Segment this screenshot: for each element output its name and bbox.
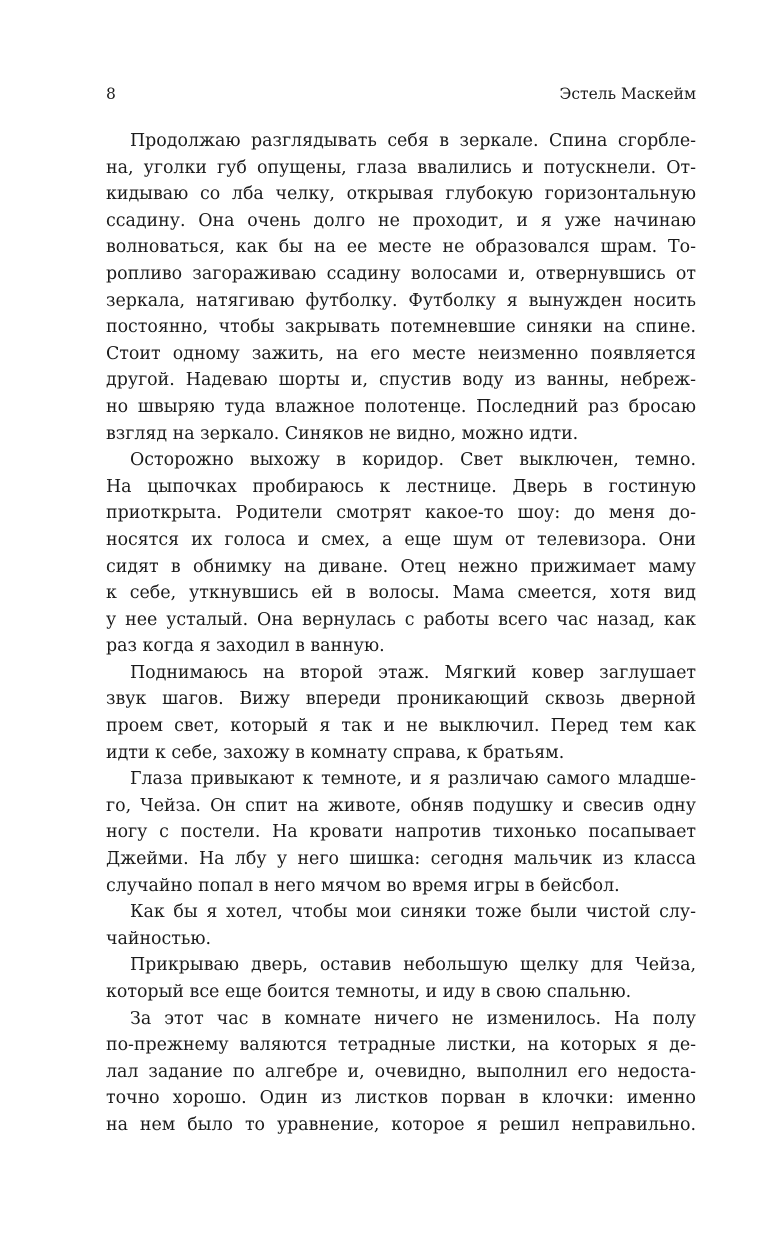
text-line: ропливо загораживаю ссадину волосами и, отвернувшись от [106,263,696,284]
text-line: приоткрыта. Родители смотрят какое-то шоу: до меня до- [106,503,696,524]
text-line: носятся их голоса и смех, а еще шум от телевизора. Они [106,529,696,550]
text-line: Поднимаюсь на второй этаж. Мягкий ковер заглушает [130,662,696,683]
text-line: Джейми. На лбу у него шишка: сегодня мальчик из класса [106,849,696,870]
text-line: Осторожно выхожу в коридор. Свет выключен, темно. [130,450,696,471]
text-line: ссадину. Она очень долго не проходит, и я уже начинаю [106,210,696,231]
text-line: взгляд на зеркало. Синяков не видно, можно идти. [106,423,579,444]
text-line: На цыпочках пробираюсь к лестнице. Дверь в гостиную [106,476,696,497]
text-line: Продолжаю разглядывать себя в зеркале. Спина сгорбле- [130,131,696,151]
text-line: Глаза привыкают к темноте, и я различаю самого младше- [130,769,696,790]
paragraph [106,1006,696,1139]
paragraph [106,128,696,447]
running-head: Эстель Маскейм [559,85,696,103]
paragraph [106,766,696,899]
text-line: волноваться, как бы на ее месте не образовался шрам. То- [106,237,696,258]
text-line: Прикрываю дверь, оставив небольшую щелку для Чейза, [130,955,696,976]
text-line: Стоит одному зажить, на его месте неизменно появляется [106,343,696,364]
text-line: который все еще боится темноты, и иду в свою спальню. [106,982,632,1002]
page-header [106,83,696,105]
text-line: идти к себе, захожу в комнату справа, к братьям. [106,742,565,763]
text-line: по-прежнему валяются тетрадные листки, на которых я де- [106,1035,696,1056]
text-line: звук шагов. Вижу впереди проникающий сквозь дверной [106,689,696,710]
text-line: кидываю со лба челку, открывая глубокую горизонтальную [106,184,696,205]
text-line: проем свет, который я так и не выключил. Перед тем как [106,716,696,737]
text-line: у нее усталый. Она вернулась с работы всего час назад, как [106,609,696,630]
text-line: сидят в обнимку на диване. Отец нежно прижимает маму [106,556,696,577]
paragraph [106,660,696,766]
paragraph [106,447,696,660]
text-line: чайностью. [106,928,212,949]
text-line: на нем было то уравнение, которое я решил неправильно. [106,1114,696,1135]
page-number: 8 [106,85,116,103]
text-line: лал задание по алгебре и, очевидно, выполнил его недоста- [106,1061,696,1082]
text-line: зеркала, натягиваю футболку. Футболку я вынужден носить [106,290,696,311]
text-line: другой. Надеваю шорты и, спустив воду из ванны, небреж- [106,370,696,391]
text-line: точно хорошо. Один из листков порван в клочки: именно [106,1088,696,1109]
text-line: ногу с постели. На кровати напротив тихонько посапывает [106,822,696,843]
body-text [106,128,696,1139]
text-line: на, уголки губ опущены, глаза ввалились и потускнели. От- [106,157,696,178]
text-line: За этот час в комнате ничего не изменилось. На полу [130,1008,696,1029]
text-line: постоянно, чтобы закрывать потемневшие синяки на спине. [106,317,696,338]
text-line: к себе, уткнувшись ей в волосы. Мама смеется, хотя вид [106,583,696,604]
text-line: Как бы я хотел, чтобы мои синяки тоже были чистой слу- [130,902,696,923]
text-line: случайно попал в него мячом во время игры в бейсбол. [106,875,620,896]
text-line: но швыряю туда влажное полотенце. Последний раз бросаю [106,396,696,417]
paragraph [106,899,696,952]
paragraph [106,952,696,1005]
text-line: го, Чейза. Он спит на животе, обняв подушку и свесив одну [106,795,696,816]
text-line: раз когда я заходил в ванную. [106,636,385,657]
